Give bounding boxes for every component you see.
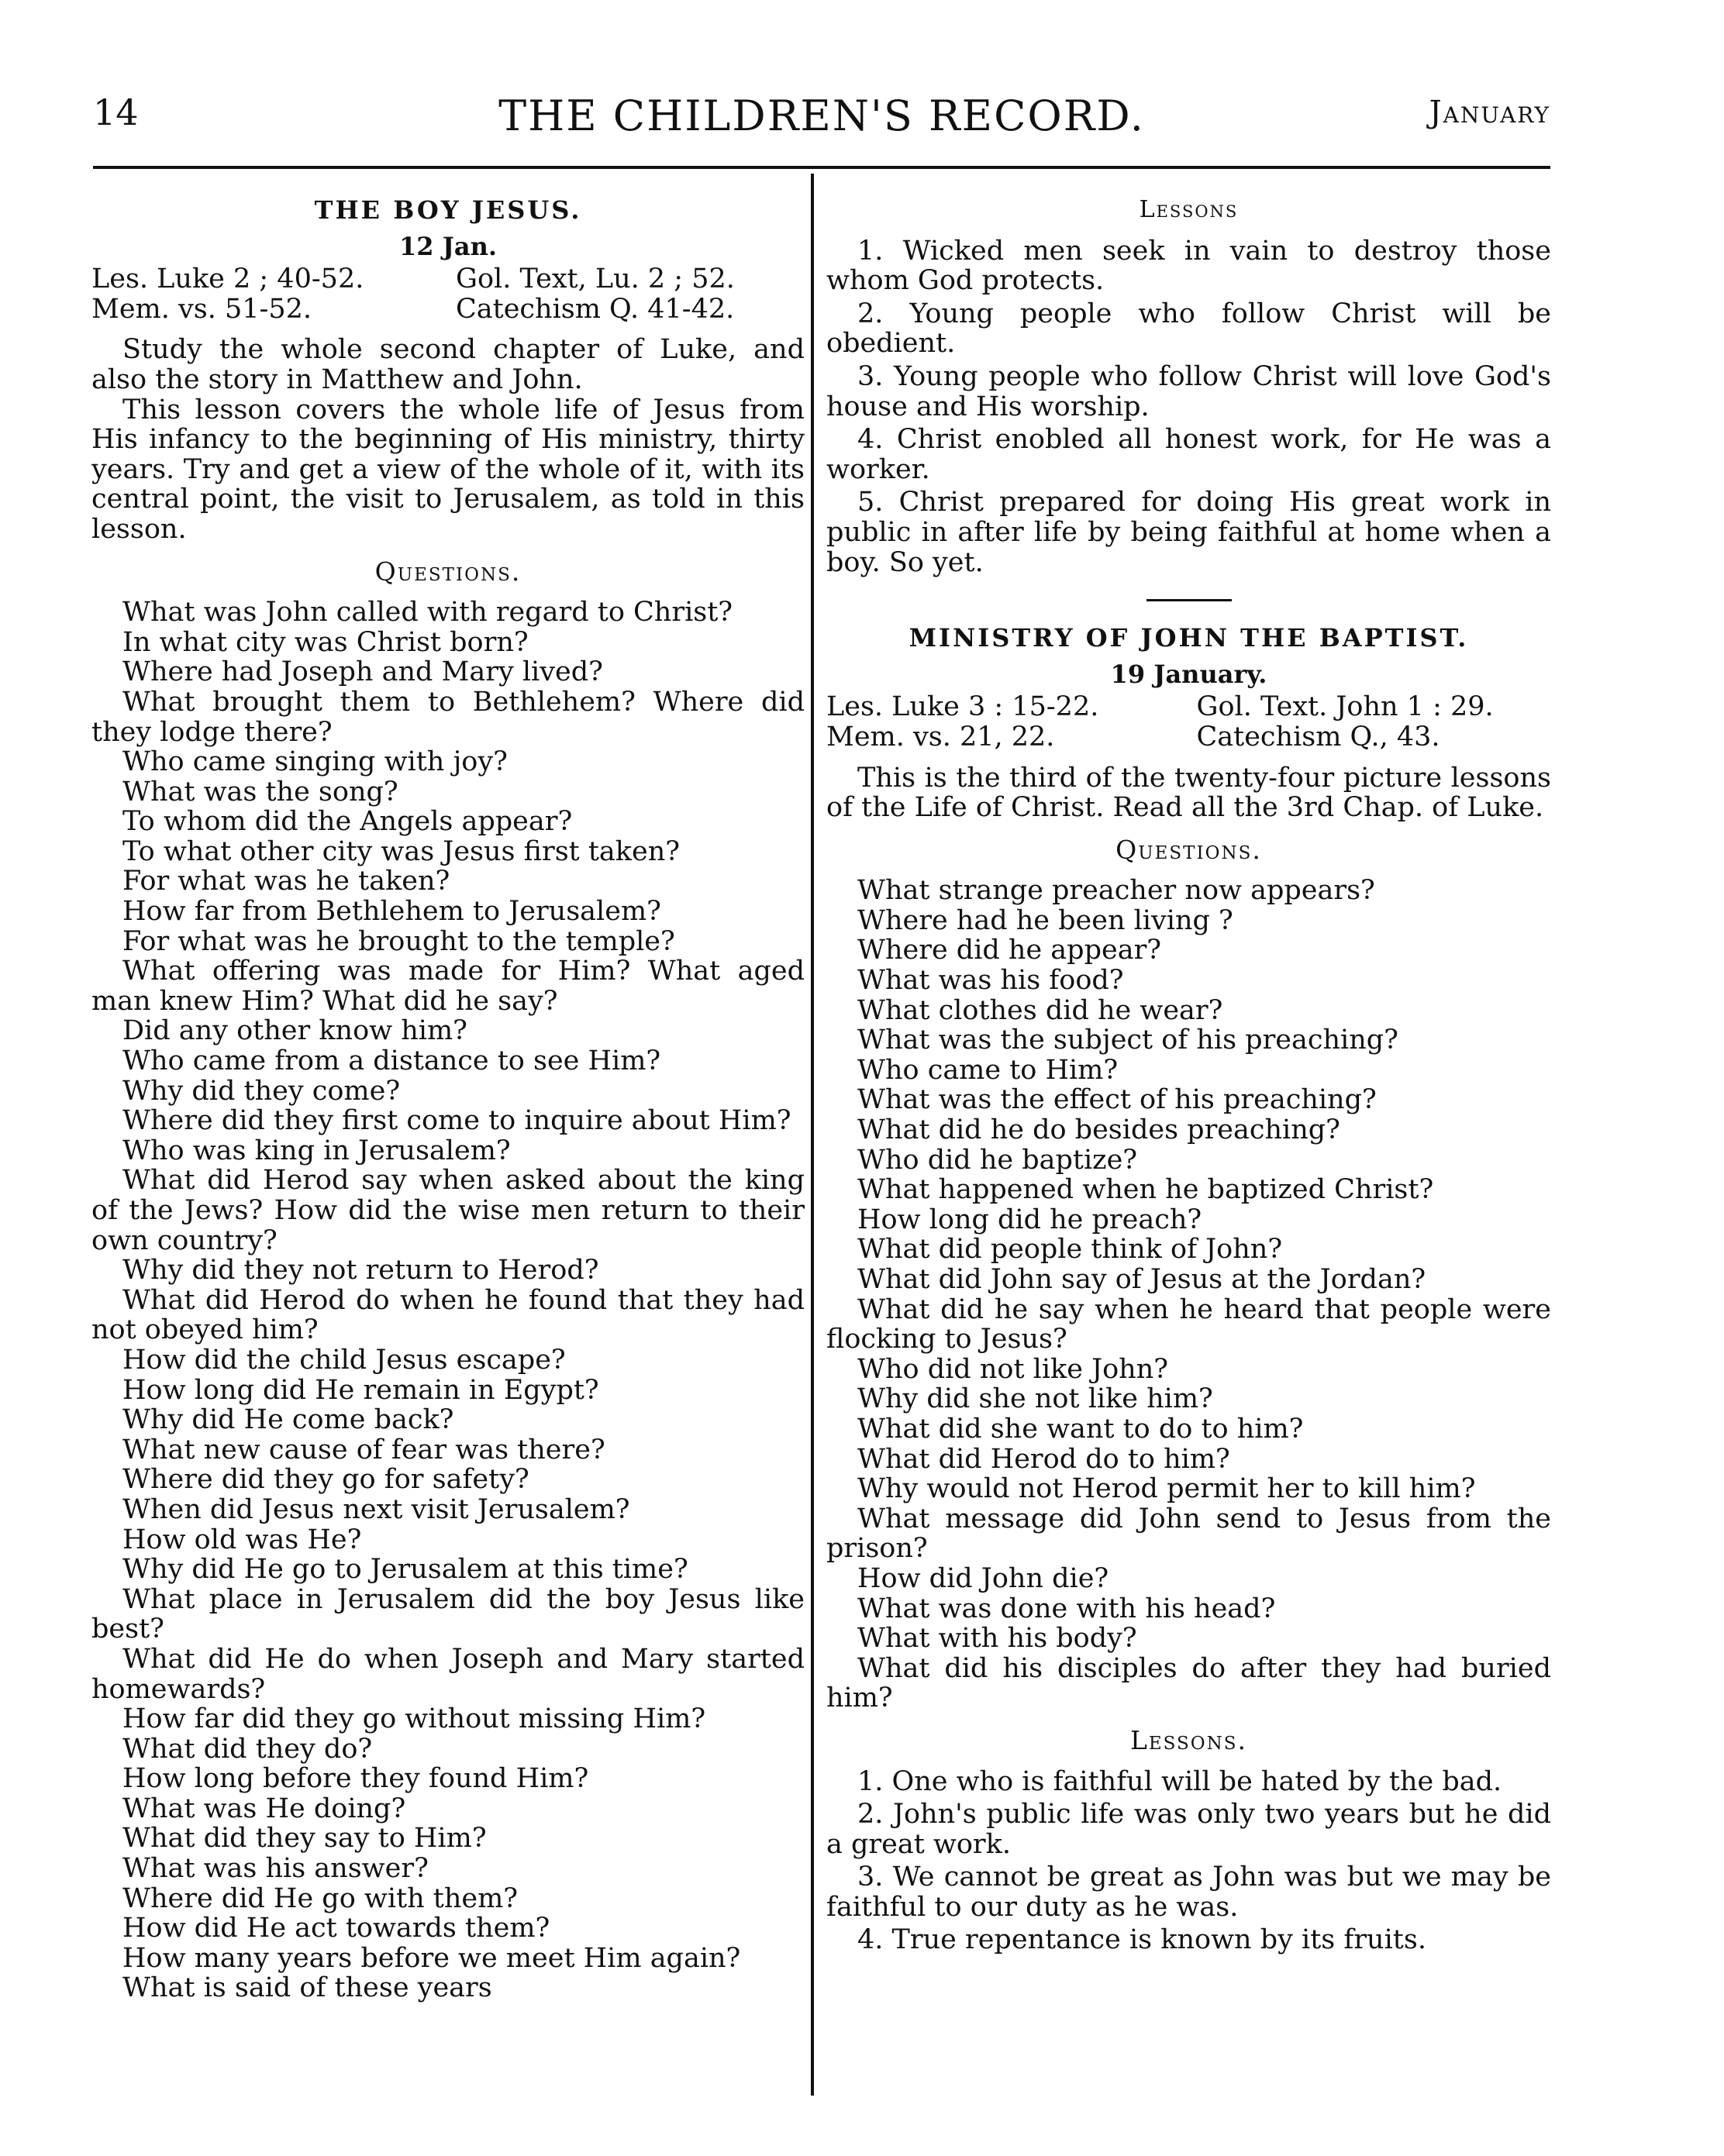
lesson-references	[826, 692, 1551, 752]
question: Why did He go to Jerusalem at this time?	[122, 1554, 688, 1586]
lesson-list	[826, 236, 1551, 578]
question: When did Jesus next visit Jerusalem?	[122, 1493, 630, 1525]
question: Who did he baptize?	[857, 1144, 1138, 1176]
question: What happened when he baptized Christ?	[857, 1174, 1434, 1206]
intro-paragraph: This is the third of the twenty-four picture lessons of the Life of Christ. Read all the 3rd Chap. of Luke.	[826, 762, 1551, 824]
header-rule	[93, 166, 1550, 169]
reference: Mem. vs. 21, 22.	[826, 721, 1055, 753]
question: Did any other know him?	[122, 1015, 467, 1047]
question: How did the child Jesus escape?	[122, 1344, 566, 1376]
question-list	[91, 598, 805, 2003]
reference: Les. Luke 3 : 15-22.	[826, 691, 1099, 723]
question: What was done with his head?	[857, 1593, 1276, 1624]
question: What strange preacher now appears?	[857, 875, 1375, 907]
questions-heading: Questions.	[1115, 834, 1262, 865]
question: In what city was Christ born?	[122, 626, 529, 658]
question: How many years before we meet Him again?	[122, 1942, 741, 1974]
lesson-item: 5. Christ prepared for doing His great work in public in after life by being faithful at home when a boy. So yet.	[826, 487, 1551, 578]
question: What was the subject of his preaching?	[857, 1025, 1398, 1056]
lesson-item: 1. Wicked men seek in vain to destroy those whom God protects.	[826, 235, 1551, 297]
left-column	[91, 195, 805, 2003]
question: What did Herod say when asked about the king of the Jews? How did the wise men return to their own country?	[91, 1165, 805, 1256]
question: What brought them to Bethlehem? Where did they lodge there?	[91, 686, 805, 748]
masthead: THE CHILDREN'S RECORD.	[498, 91, 1145, 140]
question: What message did John send to Jesus from the prison?	[826, 1503, 1551, 1565]
question: How far did they go without missing Him?	[122, 1703, 706, 1735]
lesson-list	[826, 1767, 1551, 1956]
question: What place in Jerusalem did the boy Jesus like best?	[91, 1583, 805, 1645]
lesson-date: 19 January.	[1110, 659, 1267, 689]
lesson-item: 2. John's public life was only two years but he did a great work.	[826, 1799, 1551, 1860]
question: How far from Bethlehem to Jerusalem?	[122, 896, 661, 928]
question: What clothes did he wear?	[857, 994, 1223, 1026]
lessons-heading: Lessons	[1139, 196, 1239, 223]
lesson-references	[91, 264, 805, 324]
lesson-item: 1. One who is faithful will be hated by the bad.	[857, 1765, 1502, 1797]
question: Why did they come?	[122, 1075, 401, 1107]
question: What with his body?	[857, 1623, 1137, 1655]
reference: Catechism Q., 43.	[1196, 721, 1440, 753]
reference: Gol. Text, Lu. 2 ; 52.	[456, 263, 735, 295]
question: What did people think of John?	[857, 1234, 1283, 1266]
question: Why did they not return to Herod?	[122, 1255, 599, 1286]
lesson-item: 3. Young people who follow Christ will love God's house and His worship.	[826, 360, 1551, 422]
question: What was his answer?	[122, 1853, 429, 1885]
lessons-heading: Lessons.	[1129, 1724, 1248, 1755]
reference: Mem. vs. 51-52.	[91, 293, 312, 325]
question: Who was king in Jerusalem?	[122, 1135, 511, 1166]
page-header	[93, 91, 1550, 146]
question: Where had he been living ?	[857, 904, 1233, 936]
page-number: 14	[93, 91, 139, 133]
question: What did they say to Him?	[122, 1823, 487, 1855]
question: Where did he appear?	[857, 935, 1162, 966]
question: What did he do besides preaching?	[857, 1114, 1340, 1146]
question: Why did He come back?	[122, 1404, 454, 1436]
question: Where had Joseph and Mary lived?	[122, 656, 603, 688]
section-divider	[1146, 599, 1232, 601]
lesson-item: 4. Christ enobled all honest work, for He was a worker.	[826, 424, 1551, 485]
question: Where did they go for safety?	[122, 1464, 529, 1496]
question-list	[826, 876, 1551, 1713]
question: Where did He go with them?	[122, 1882, 519, 1914]
question: What offering was made for Him? What aged man knew Him? What did he say?	[91, 956, 805, 1017]
question: What new cause of fear was there?	[122, 1434, 605, 1465]
lesson-date: 12 Jan.	[399, 231, 497, 261]
question: How did He act towards them?	[122, 1913, 550, 1944]
reference: Les. Luke 2 ; 40-52.	[91, 263, 364, 295]
question: What did Herod do to him?	[857, 1443, 1230, 1475]
question: Who came singing with joy?	[122, 746, 508, 778]
question: Who came to Him?	[857, 1054, 1119, 1086]
column-rule	[811, 174, 814, 2096]
question: What did they do?	[122, 1733, 373, 1765]
question: Where did they first come to inquire about Him?	[122, 1105, 791, 1137]
intro-paragraph: Study the whole second chapter of Luke, and also the story in Matthew and John.	[91, 334, 805, 395]
question: What was He doing?	[122, 1793, 406, 1824]
question: What did she want to do to him?	[857, 1413, 1304, 1445]
reference: Catechism Q. 41-42.	[456, 293, 735, 325]
intro-paragraph: This lesson covers the whole life of Jesus from His infancy to the beginning of His ministry, thirty years. Try and get a view of the whole of it, with its central point, the visit to Jerusalem, as told in this lesson.	[91, 394, 805, 545]
header-month: January	[1429, 95, 1550, 130]
lesson-item: 3. We cannot be great as John was but we may be faithful to our duty as he was.	[826, 1862, 1551, 1923]
question: How old was He?	[122, 1524, 362, 1555]
reference: Gol. Text. John 1 : 29.	[1196, 691, 1494, 723]
right-column	[826, 195, 1551, 1958]
question: Why did she not like him?	[857, 1383, 1213, 1415]
question: What did Herod do when he found that they had not obeyed him?	[91, 1284, 805, 1346]
question: How long did He remain in Egypt?	[122, 1374, 599, 1406]
question: Who did not like John?	[857, 1353, 1169, 1385]
question: To what other city was Jesus first taken?	[122, 835, 681, 867]
lesson-item: 4. True repentance is known by its fruits.	[857, 1924, 1426, 1956]
question: How did John die?	[857, 1562, 1109, 1594]
questions-heading: Questions.	[374, 556, 522, 587]
question: To whom did the Angels appear?	[122, 806, 573, 838]
question: For what was he taken?	[122, 866, 450, 897]
question: What is said of these years	[122, 1972, 492, 2004]
question: What was John called with regard to Christ?	[122, 597, 733, 629]
question: What did he say when he heard that people were flocking to Jesus?	[826, 1293, 1551, 1355]
question: What was the effect of his preaching?	[857, 1084, 1377, 1116]
question: How long did he preach?	[857, 1204, 1202, 1235]
question: What did He do when Joseph and Mary started homewards?	[91, 1643, 805, 1705]
question: What did his disciples do after they had buried him?	[826, 1652, 1551, 1714]
question: What was his food?	[857, 965, 1124, 997]
question: What was the song?	[122, 776, 398, 808]
question: Why would not Herod permit her to kill him?	[857, 1473, 1476, 1505]
question: Who came from a distance to see Him?	[122, 1045, 661, 1077]
question: What did John say of Jesus at the Jordan?	[857, 1264, 1426, 1295]
lesson-title: THE BOY JESUS.	[314, 195, 582, 225]
lesson-item: 2. Young people who follow Christ will be obedient.	[826, 298, 1551, 360]
lesson-title: MINISTRY OF JOHN THE BAPTIST.	[909, 623, 1469, 653]
question: For what was he brought to the temple?	[122, 925, 675, 957]
question: How long before they found Him?	[122, 1763, 589, 1795]
